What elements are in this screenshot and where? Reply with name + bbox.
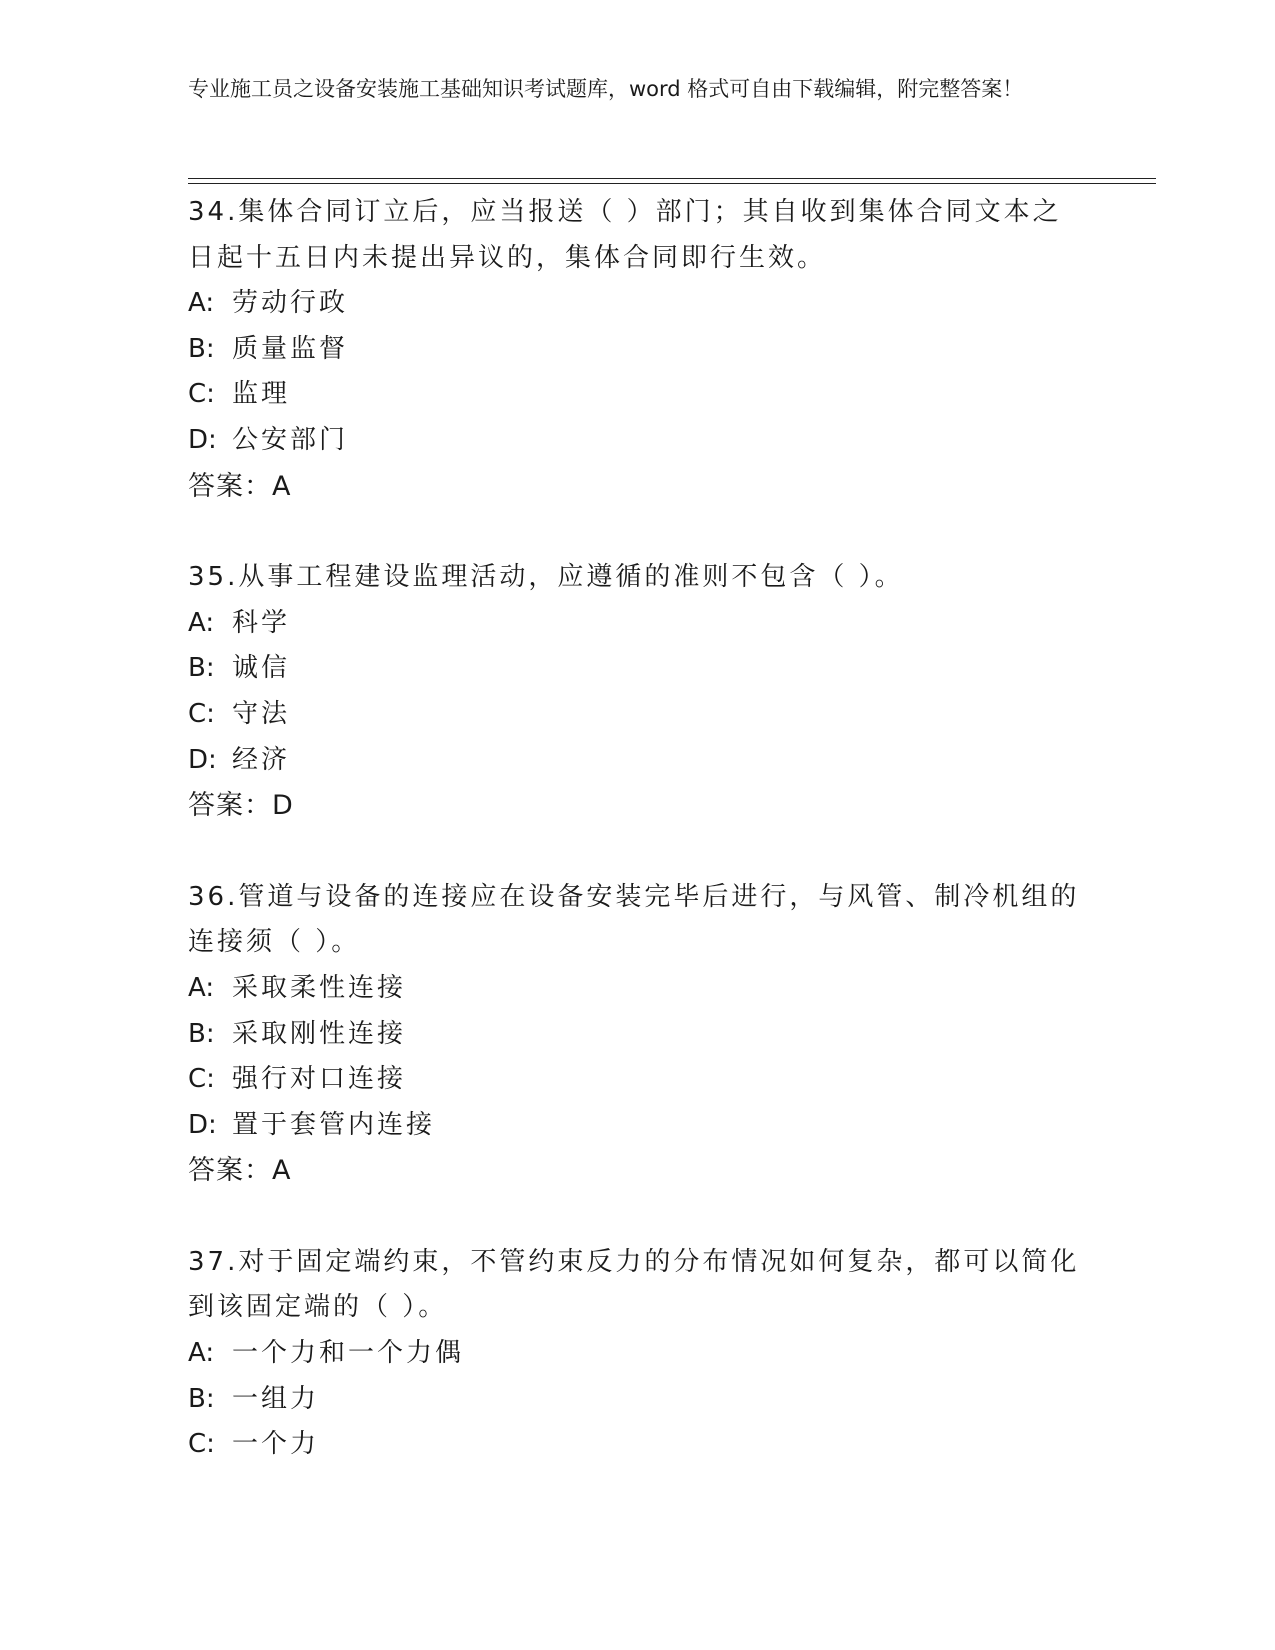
option-text: 守法 bbox=[232, 698, 291, 729]
option-text: 一组力 bbox=[232, 1383, 320, 1414]
option-a bbox=[188, 1331, 1088, 1377]
option-text: 采取刚性连接 bbox=[232, 1018, 407, 1049]
option-letter: D: bbox=[188, 744, 217, 775]
option-text: 劳动行政 bbox=[232, 288, 349, 319]
option-letter: A: bbox=[188, 1338, 215, 1369]
option-text: 公安部门 bbox=[232, 424, 349, 455]
option-a bbox=[188, 601, 1088, 647]
option-text: 置于套管内连接 bbox=[232, 1109, 436, 1140]
option-letter: A: bbox=[188, 972, 215, 1003]
option-b bbox=[188, 1377, 1088, 1423]
option-letter: B: bbox=[188, 1383, 215, 1414]
option-letter: D: bbox=[188, 1109, 217, 1140]
option-d bbox=[188, 738, 1088, 784]
question-list bbox=[188, 190, 1088, 1514]
option-letter: B: bbox=[188, 1018, 215, 1049]
option-letter: D: bbox=[188, 424, 217, 455]
option-c bbox=[188, 692, 1088, 738]
answer-line: 答案：A bbox=[188, 1155, 292, 1187]
question-stem: 35.从事工程建设监理活动，应遵循的准则不包含（ ）。 bbox=[188, 562, 904, 593]
question-stem: 34.集体合同订立后，应当报送（ ）部门；其自收到集体合同文本之日起十五日内未提出异议的，集体合同即行生效。 bbox=[188, 197, 1062, 273]
option-letter: C: bbox=[188, 698, 215, 729]
option-letter: B: bbox=[188, 653, 215, 684]
question-36 bbox=[188, 875, 1088, 1194]
option-letter: C: bbox=[188, 1429, 215, 1460]
option-letter: B: bbox=[188, 333, 215, 364]
option-d bbox=[188, 1103, 1088, 1149]
option-letter: A: bbox=[188, 288, 215, 319]
option-a bbox=[188, 966, 1088, 1012]
option-text: 质量监督 bbox=[232, 333, 349, 364]
option-b bbox=[188, 1012, 1088, 1058]
option-text: 科学 bbox=[232, 607, 291, 638]
option-c bbox=[188, 1422, 1088, 1468]
option-text: 一个力和一个力偶 bbox=[232, 1338, 465, 1369]
question-34 bbox=[188, 190, 1088, 509]
option-text: 诚信 bbox=[232, 653, 291, 684]
option-c bbox=[188, 372, 1088, 418]
question-35 bbox=[188, 555, 1088, 829]
header-divider-bottom bbox=[188, 183, 1156, 184]
option-c bbox=[188, 1057, 1088, 1103]
option-b bbox=[188, 646, 1088, 692]
option-a bbox=[188, 281, 1088, 327]
question-stem: 36.管道与设备的连接应在设备安装完毕后进行，与风管、制冷机组的连接须（ ）。 bbox=[188, 881, 1080, 958]
option-text: 监理 bbox=[232, 379, 291, 410]
option-b bbox=[188, 327, 1088, 373]
option-text: 一个力 bbox=[232, 1429, 320, 1460]
option-letter: C: bbox=[188, 379, 215, 410]
option-letter: C: bbox=[188, 1064, 215, 1095]
option-d bbox=[188, 418, 1088, 464]
header-divider-top bbox=[188, 178, 1156, 179]
option-letter: A: bbox=[188, 607, 215, 638]
question-37 bbox=[188, 1240, 1088, 1468]
option-text: 采取柔性连接 bbox=[232, 972, 407, 1003]
answer-line: 答案：A bbox=[188, 470, 292, 502]
option-text: 强行对口连接 bbox=[232, 1064, 407, 1095]
answer-line: 答案：D bbox=[188, 790, 294, 822]
document-header: 专业施工员之设备安装施工基础知识考试题库，word 格式可自由下载编辑，附完整答案！ bbox=[188, 77, 1024, 101]
question-stem: 37.对于固定端约束，不管约束反力的分布情况如何复杂，都可以简化到该固定端的（ ）。 bbox=[188, 1246, 1080, 1323]
option-text: 经济 bbox=[232, 744, 291, 775]
